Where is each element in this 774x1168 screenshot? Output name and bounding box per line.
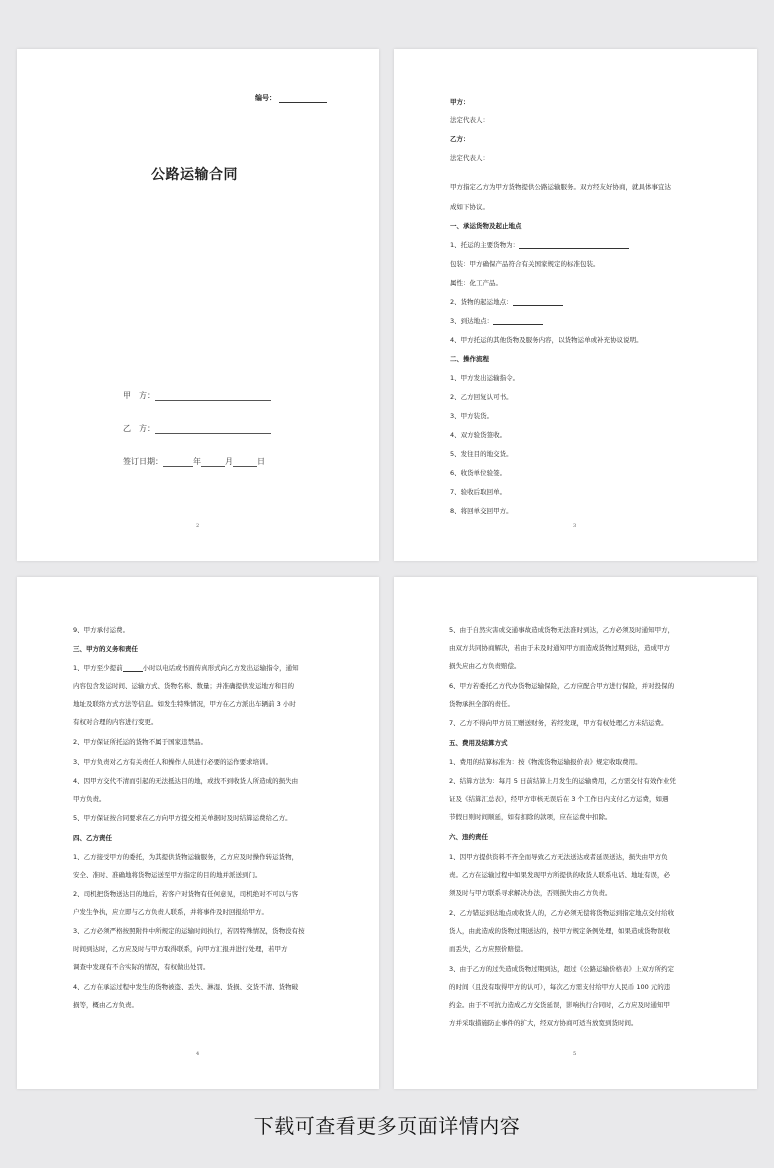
month-blank: [201, 458, 225, 467]
year-blank: [163, 458, 193, 467]
section-heading: 六、违约责任: [449, 833, 488, 841]
paragraph-line: 4、因甲方交代不清而引起的无法抵达目的地，或找不到收货人所造成的损失由: [73, 777, 299, 785]
party-b-heading: 乙方：: [450, 135, 470, 143]
party-b-label: 乙 方：: [123, 424, 155, 433]
paragraph-line: 须及时与甲方联系寻求解决办法，否则损失由乙方负责。: [449, 889, 612, 897]
paragraph-line: [73, 665, 299, 672]
paragraph-line: [450, 242, 629, 249]
paragraph-line: 1、因甲方提供资料不齐全而导致乙方无法送达或者延误送达，损失由甲方负: [449, 853, 668, 861]
fill-blank: [519, 242, 629, 249]
serial-number-field: [255, 93, 327, 103]
serial-label: 编号：: [255, 94, 276, 102]
paragraph-line: 而丢失，乙方应照价赔偿。: [449, 945, 527, 953]
date-label: 签订日期：: [123, 457, 163, 466]
page-number: 2: [196, 523, 200, 529]
legal-rep-a: 法定代表人：: [450, 116, 489, 124]
paragraph-line: 安全、准时、准确地将货物运送至甲方指定的目的地并派送到门。: [73, 871, 262, 879]
paragraph-line: 甲方负责。: [73, 795, 106, 803]
list-item: 8、将回单交回甲方。: [450, 507, 513, 515]
paragraph-line: 4、乙方在承运过程中发生的货物被盗、丢失、淋湿、货损、交货不清、货物破: [73, 983, 299, 991]
list-item: 1、甲方发出运输指令。: [450, 374, 520, 382]
paragraph-line: 甲方指定乙方为甲方货物提供公路运输服务。双方经友好协商，就具体事宜达: [450, 183, 671, 191]
party-a-line: [155, 392, 271, 401]
paragraph-line: 有权对合理的内容进行变更。: [73, 718, 158, 726]
party-b-signature: [123, 423, 271, 434]
list-item: 2、乙方回复认可书。: [450, 393, 513, 401]
fill-blank: [123, 665, 143, 672]
clause-text: 1、托运的主要货物为：: [450, 241, 520, 249]
list-item: 4、双方验货签收。: [450, 431, 507, 439]
clause-text: 2、货物的起运地点：: [450, 298, 513, 306]
paragraph-line: 损失应由乙方负责赔偿。: [449, 662, 521, 670]
paragraph-line: 属性：化工产品。: [450, 279, 502, 287]
list-item: 6、收货单位验签。: [450, 469, 507, 477]
page-number: 3: [573, 523, 577, 529]
paragraph-line: 5、甲方保证按合同要求在乙方向甲方提交相关单据时及时结算运费给乙方。: [73, 814, 292, 822]
party-a-label: 甲 方：: [123, 391, 155, 400]
paragraph-line: 5、由于自然灾害或交通事故造成货物无法准时到达，乙方必须及时通知甲方，: [449, 626, 675, 634]
fill-blank: [493, 318, 543, 325]
clause-text: 小时以电话或书面传真形式向乙方发出运输指令，通知: [142, 664, 299, 672]
page-number: 4: [196, 1051, 200, 1057]
paragraph-line: 成如下协议。: [450, 203, 489, 211]
contract-title: 公路运输合同: [151, 167, 238, 183]
signing-date: [123, 456, 265, 467]
paragraph-line: 1、费用的结算标准为：按《物流货物运输报价表》规定收取费用。: [449, 758, 642, 766]
page-number: 5: [573, 1051, 577, 1057]
month-label: 月: [225, 457, 233, 466]
legal-rep-b: 法定代表人：: [450, 154, 489, 162]
party-a-signature: [123, 390, 271, 401]
paragraph-line: 节假日则时间顺延，如有扣除的款项，应在运费中扣除。: [449, 813, 612, 821]
paragraph-line: 4、甲方托运的其他货物及服务内容，以货物运单或补充协议说明。: [450, 336, 643, 344]
paragraph-line: 方并采取措施防止事件的扩大，经双方协商可适当放宽到货时间。: [449, 1019, 638, 1027]
paragraph-line: 2、乙方错运到达地点或收货人的，乙方必须无偿将货物运到指定地点交付给收: [449, 909, 675, 917]
day-label: 日: [257, 457, 265, 466]
paragraph-line: 约金。由于不可抗力造成乙方交货延误，影响执行合同时，乙方应及时通知甲: [449, 1001, 670, 1009]
paragraph-line: 时间到达时，乙方应及时与甲方取得联系，向甲方汇报并进行处理，若甲方: [73, 945, 288, 953]
section-heading: 三、甲方的义务和责任: [73, 645, 138, 653]
paragraph-line: 责。乙方在运输过程中如果发现甲方所提供的收货人联系电话、地址有误，必: [449, 871, 670, 879]
download-prompt: 下载可查看更多页面详情内容: [253, 1114, 521, 1138]
list-item: 5、发往目的地交货。: [450, 450, 513, 458]
paragraph-line: 证及《结算汇总表》，经甲方审核无误后在 3 个工作日内支付乙方运费，如遇: [449, 795, 669, 803]
paragraph-line: [450, 299, 563, 306]
section-heading: 五、费用及结算方式: [449, 739, 508, 747]
paragraph-line: 的时间（且没有取得甲方的认可），每次乙方需支付给甲方人民币 100 元的违: [449, 983, 671, 991]
paragraph-line: 调查中发现有不合实际的情况，有权做出处罚。: [73, 963, 210, 971]
section-heading: 一、承运货物及起止地点: [450, 222, 522, 230]
paragraph-line: 损等，概由乙方负责。: [73, 1001, 138, 1009]
contract-page-3: [394, 49, 757, 561]
list-item: 7、验收后取回单。: [450, 488, 507, 496]
paragraph-line: 地址及联络方式方法等信息。如发生特殊情况，甲方在乙方派出车辆前 3 小时: [73, 700, 296, 708]
list-item: 3、甲方装货。: [450, 412, 494, 420]
party-b-line: [155, 425, 271, 434]
fill-blank: [513, 299, 563, 306]
paragraph-line: 货人，由此造成的货物过期送达的，按甲方规定条例处理，如果造成货物误收: [449, 927, 670, 935]
contract-page-4: [17, 577, 379, 1089]
paragraph-line: 户发生争执，应立即与乙方负责人联系，并将事件及时回报给甲方。: [73, 908, 268, 916]
section-heading: 二、操作流程: [450, 355, 489, 363]
paragraph-line: 2、结算方法为：每月 5 日前结算上月发生的运输费用，乙方需交付有效作业凭: [449, 777, 676, 785]
paragraph-line: 由双方共同协商解决，若由于未及时通知甲方而造成货物过期到达，造成甲方: [449, 644, 670, 652]
day-blank: [233, 458, 257, 467]
contract-page-cover: [17, 49, 379, 561]
party-a-heading: 甲方：: [450, 98, 470, 106]
paragraph-line: 1、乙方接受甲方的委托，为其提供货物运输服务，乙方应及时操作转运货物，: [73, 853, 299, 861]
section-heading: 四、乙方责任: [73, 834, 112, 842]
serial-blank-line: [279, 95, 327, 103]
list-item: 9、甲方承付运费。: [73, 626, 130, 634]
year-label: 年: [193, 457, 201, 466]
contract-page-5: [394, 577, 757, 1089]
paragraph-line: 货物承担全部的责任。: [449, 700, 514, 708]
paragraph-line: 7、乙方不得向甲方员工赠送财务，若经发现，甲方有权处理乙方未结运费。: [449, 719, 668, 727]
paragraph-line: 2、甲方保证所托运的货物不属于国家违禁品。: [73, 738, 208, 746]
clause-text: 1、甲方至少提前: [73, 664, 123, 672]
paragraph-line: 3、乙方必须严格按照附件中所规定的运输时间执行，若因特殊情况，货物没有按: [73, 927, 305, 935]
paragraph-line: [450, 318, 543, 325]
paragraph-line: 2、司机把货物送达目的地后，若客户对货物有任何意见，司机绝对不可以与客: [73, 890, 299, 898]
paragraph-line: 3、甲方负责对乙方有关责任人和操作人员进行必要的运作要求培训。: [73, 758, 273, 766]
paragraph-line: 内容包含发运时间、运输方式、货物名称、数量；并准确提供发运地方和目的: [73, 682, 294, 690]
clause-text: 3、到达地点：: [450, 317, 494, 325]
paragraph-line: 3、由于乙方的过失造成货物过期到达，超过《公路运输价格表》上双方所约定: [449, 965, 675, 973]
paragraph-line: 包装：甲方确保产品符合有关国家规定的标准包装。: [450, 260, 600, 268]
paragraph-line: 6、甲方若委托乙方代办货物运输保险，乙方应配合甲方进行保险，并对投保的: [449, 682, 675, 690]
